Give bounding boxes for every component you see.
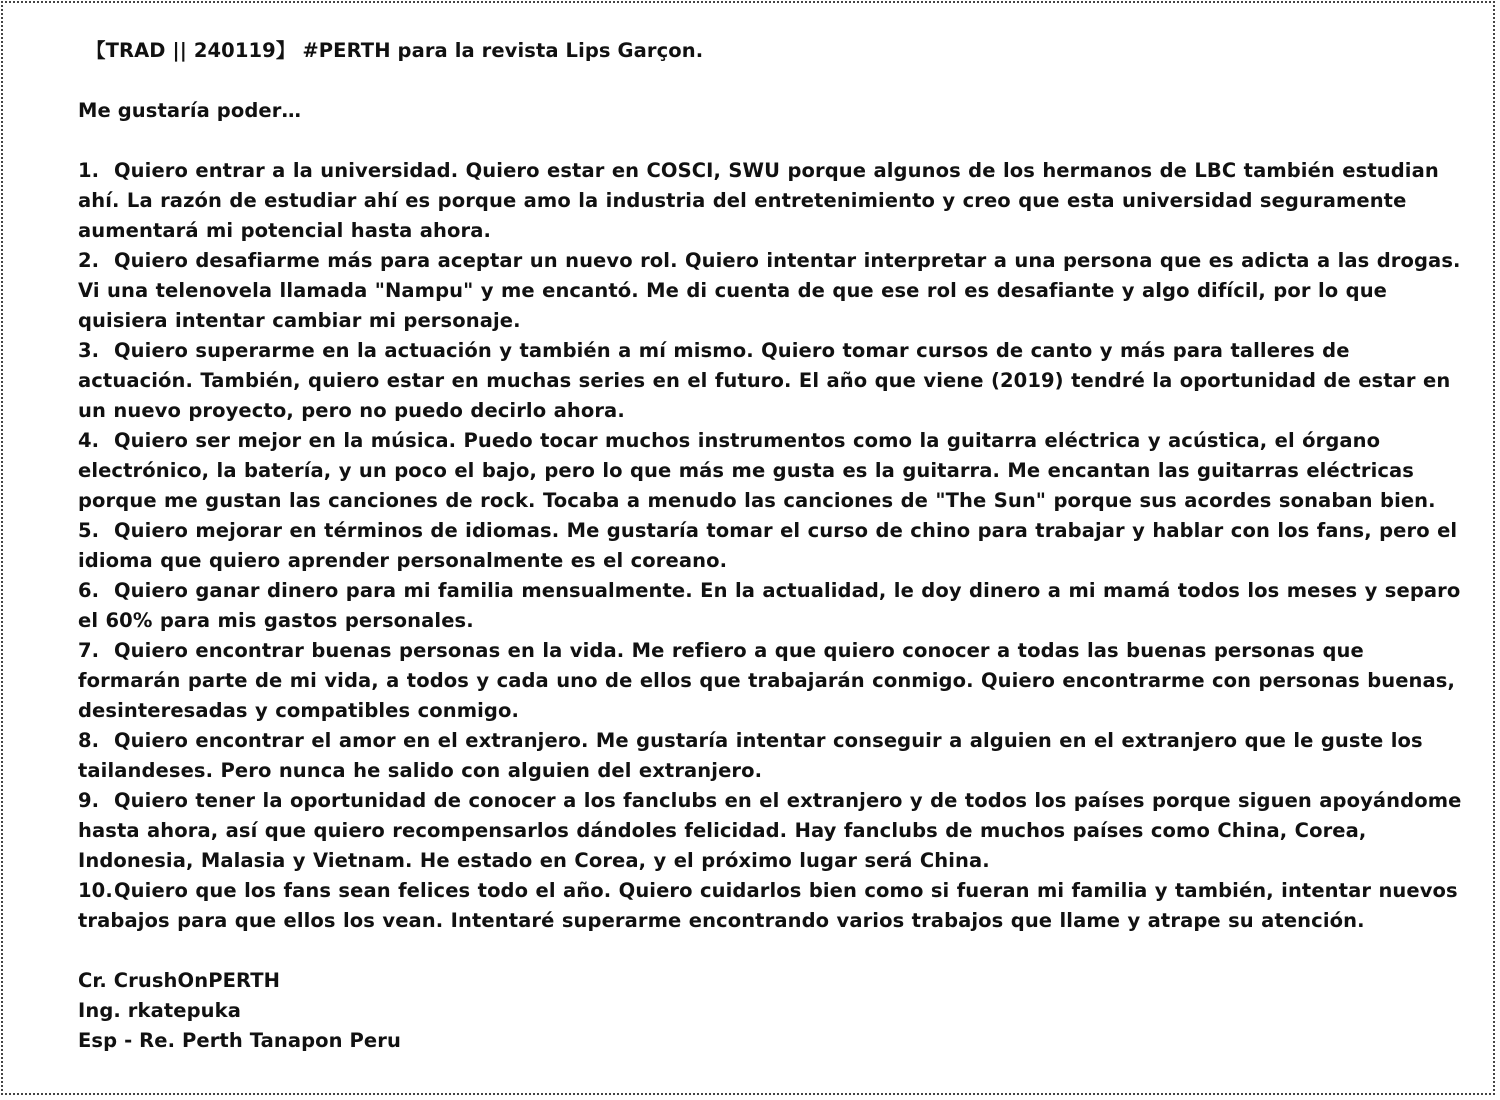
- list-item: [78, 426, 1463, 516]
- item-number: 7.: [78, 639, 100, 662]
- list-item: [78, 786, 1463, 876]
- document-body: [78, 36, 1463, 1056]
- list-item: [78, 336, 1463, 426]
- item-number: 3.: [78, 339, 100, 362]
- document-title: 【TRAD || 240119】 #PERTH para la revista Lips Garçon.: [86, 39, 704, 62]
- item-number: 2.: [78, 249, 100, 272]
- item-text: Quiero encontrar el amor en el extranjero. Me gustaría intentar conseguir a alguien en el extranjero que le guste los tailandeses. Pero nunca he salido con alguien del extranjero.: [78, 729, 1423, 782]
- item-number: 8.: [78, 729, 100, 752]
- item-text: Quiero superarme en la actuación y también a mí mismo. Quiero tomar cursos de canto y más para talleres de actuación. También, quiero estar en muchas series en el futuro. El año que viene (2019) tendré la oportunidad de estar en un nuevo proyecto, pero no puedo decirlo ahora.: [78, 339, 1451, 422]
- item-number: 6.: [78, 579, 100, 602]
- item-text: Quiero mejorar en términos de idiomas. Me gustaría tomar el curso de chino para trabajar y hablar con los fans, pero el idioma que quiero aprender personalmente es el coreano.: [78, 519, 1458, 572]
- intro-line: Me gustaría poder…: [78, 99, 302, 122]
- credit-spanish: Esp - Re. Perth Tanapon Peru: [78, 1029, 401, 1052]
- item-number: 10.: [78, 879, 113, 902]
- credits-block: [78, 966, 1463, 1056]
- item-text: Quiero ganar dinero para mi familia mensualmente. En la actualidad, le doy dinero a mi mamá todos los meses y separo el 60% para mis gastos personales.: [78, 579, 1461, 632]
- item-text: Quiero que los fans sean felices todo el año. Quiero cuidarlos bien como si fueran mi familia y también, intentar nuevos trabajos para que ellos los vean. Intentaré superarme encontrando varios trabajos que llame y atrape su atención.: [78, 879, 1458, 932]
- item-number: 1.: [78, 159, 100, 182]
- item-number: 4.: [78, 429, 100, 452]
- list-item: [78, 156, 1463, 246]
- wish-list: [78, 156, 1463, 936]
- item-number: 9.: [78, 789, 100, 812]
- list-item: [78, 636, 1463, 726]
- list-item: [78, 726, 1463, 786]
- credit-source: Cr. CrushOnPERTH: [78, 969, 281, 992]
- item-text: Quiero tener la oportunidad de conocer a los fanclubs en el extranjero y de todos los países porque siguen apoyándome hasta ahora, así que quiero recompensarlos dándoles felicidad. Hay fanclubs de muchos países como China, Corea, Indonesia, Malasia y Vietnam. He estado en Corea, y el próximo lugar será China.: [78, 789, 1462, 872]
- list-item: [78, 246, 1463, 336]
- list-item: [78, 876, 1463, 936]
- item-number: 5.: [78, 519, 100, 542]
- item-text: Quiero encontrar buenas personas en la vida. Me refiero a que quiero conocer a todas las buenas personas que formarán parte de mi vida, a todos y cada uno de ellos que trabajarán conmigo. Quiero encontrarme con personas buenas, desinteresadas y compatibles conmigo.: [78, 639, 1456, 722]
- item-text: Quiero entrar a la universidad. Quiero estar en COSCI, SWU porque algunos de los hermanos de LBC también estudian ahí. La razón de estudiar ahí es porque amo la industria del entretenimiento y creo que esta universidad seguramente aumentará mi potencial hasta ahora.: [78, 159, 1439, 242]
- item-text: Quiero desafiarme más para aceptar un nuevo rol. Quiero intentar interpretar a una persona que es adicta a las drogas. Vi una telenovela llamada "Nampu" y me encantó. Me di cuenta de que ese rol es desafiante y algo difícil, por lo que quisiera intentar cambiar mi personaje.: [78, 249, 1461, 332]
- list-item: [78, 516, 1463, 576]
- credit-english: Ing. rkatepuka: [78, 999, 241, 1022]
- list-item: [78, 576, 1463, 636]
- item-text: Quiero ser mejor en la música. Puedo tocar muchos instrumentos como la guitarra eléctrica y acústica, el órgano electrónico, la batería, y un poco el bajo, pero lo que más me gusta es la guitarra. Me encantan las guitarras eléctricas porque me gustan las canciones de rock. Tocaba a menudo las canciones de "The Sun" porque sus acordes sonaban bien.: [78, 429, 1436, 512]
